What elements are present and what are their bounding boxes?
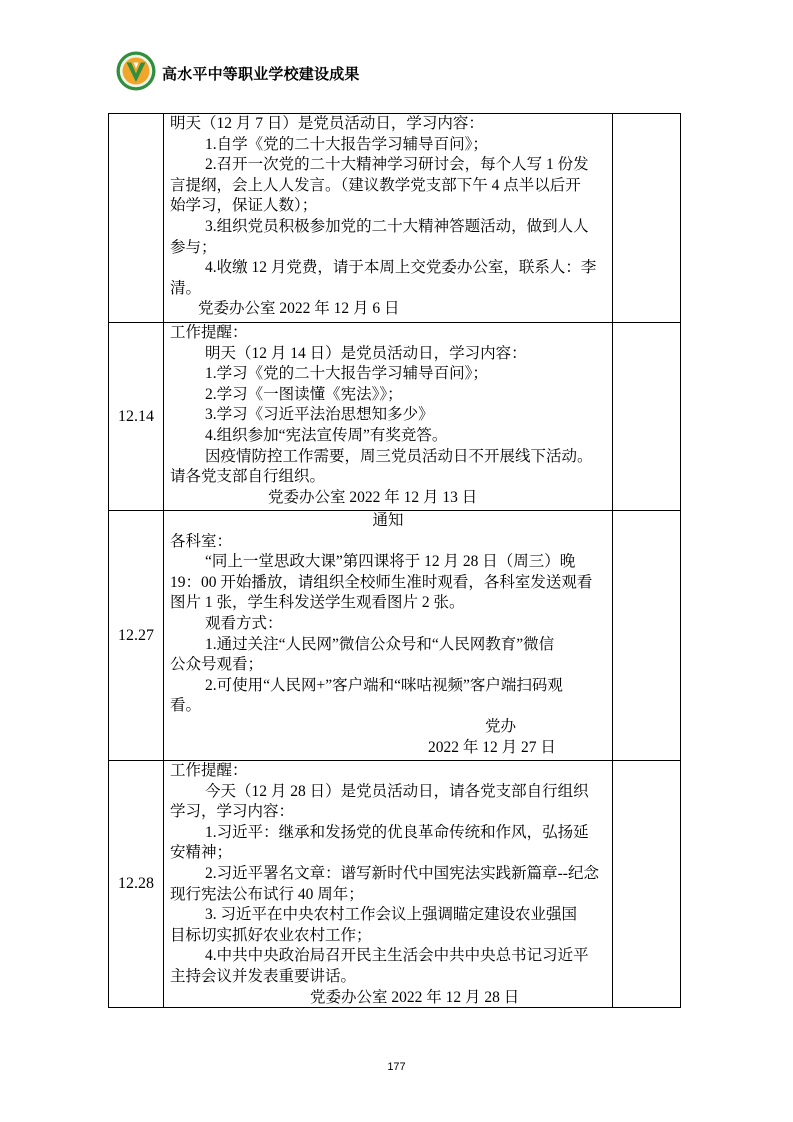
table-row <box>109 323 680 511</box>
list-item: 3.学习《习近平法治思想知多少》 <box>205 406 434 424</box>
list-item: 2.学习《一图读懂《宪法》》； <box>205 385 403 403</box>
list-item: 1.自学《党的二十大报告学习辅导百问》； <box>205 135 488 153</box>
content-line: 因疫情防控工作需要，周三党员活动日不开展线下活动。 <box>205 447 593 465</box>
list-item: 1.通过关注“人民网”微信公众号和“人民网教育”微信 <box>205 635 555 653</box>
content-line: 请各党支部自行组织。 <box>170 468 326 486</box>
reminder-heading: 工作提醒： <box>170 324 248 341</box>
remarks-cell <box>613 761 680 1007</box>
school-logo-icon <box>116 51 156 91</box>
list-item: 2.习近平署名文章：谱写新时代中国宪法实践新篇章--纪念 <box>205 864 599 882</box>
content-line: 观看方式： <box>205 614 283 632</box>
list-item: 1.学习《党的二十大报告学习辅导百问》； <box>205 365 488 383</box>
content-line: 言提纲，会上人人发言。（建议教学党支部下午 4 点半以后开 <box>170 176 581 194</box>
content-line: 今天（12 月 28 日）是党员活动日，请各党支部自行组织 <box>205 782 589 800</box>
list-item: 2.可使用“人民网+”客户端和“咪咕视频”客户端扫码观 <box>205 676 563 694</box>
table-row <box>109 114 680 323</box>
header-title: 高水平中等职业学校建设成果 <box>162 66 360 83</box>
reminder-heading: 工作提醒： <box>170 762 248 779</box>
content-line: 学习，学习内容： <box>170 803 295 821</box>
content-cell <box>164 511 613 760</box>
signature-date: 2022 年 12 月 27 日 <box>428 738 556 756</box>
list-item: 1.习近平：继承和发扬党的优良革命传统和作风，弘扬延 <box>205 823 589 841</box>
content-line: 始学习，保证人数）； <box>170 197 318 215</box>
remarks-cell <box>613 323 680 510</box>
date-cell: 12.28 <box>109 761 164 1007</box>
list-item: 4.收缴 12 月党费，请于本周上交党委办公室，联系人：李 <box>205 259 597 277</box>
content-line: 主持会议并发表重要讲话。 <box>170 967 357 985</box>
remarks-cell <box>613 114 680 322</box>
content-line: 安精神； <box>170 844 233 862</box>
list-item: 4.中共中央政治局召开民主生活会中共中央总书记习近平 <box>205 947 589 965</box>
table-row <box>109 511 680 761</box>
table-row <box>109 761 680 1007</box>
content-line: 清。 <box>170 279 202 297</box>
content-line: 目标切实抓好农业农村工作； <box>170 926 372 944</box>
remarks-cell <box>613 511 680 760</box>
content-line: 公众号观看； <box>170 656 264 674</box>
list-item: 4.组织参加“宪法宣传周”有奖竞答。 <box>205 426 448 444</box>
content-line: 现行宪法公布试行 40 周年； <box>170 885 364 903</box>
signature-line: 党委办公室 2022 年 12 月 13 日 <box>268 488 478 506</box>
signature-line: 党委办公室 2022 年 12 月 28 日 <box>310 988 520 1006</box>
list-item: 2.召开一次党的二十大精神学习研讨会，每个人写 1 份发 <box>205 156 589 174</box>
signature-line: 党办 <box>485 717 517 735</box>
salutation: 各科室： <box>170 532 233 550</box>
content-line: 看。 <box>170 697 202 715</box>
content-line: 明天（12 月 14 日）是党员活动日，学习内容： <box>205 344 527 362</box>
records-table <box>108 113 681 1008</box>
content-line: 图片 1 张，学生科发送学生观看图片 2 张。 <box>170 594 465 612</box>
date-cell <box>109 114 164 322</box>
school-logo-icon <box>116 51 156 91</box>
content-line: 19：00 开始播放，请组织全校师生准时观看，各科室发送观看 <box>170 573 593 591</box>
content-cell <box>164 761 613 1007</box>
date-cell: 12.27 <box>109 511 164 760</box>
signature-line: 党委办公室 2022 年 12 月 6 日 <box>198 300 400 318</box>
date-cell: 12.14 <box>109 323 164 510</box>
content-line: “同上一堂思政大课”第四课将于 12 月 28 日（周三）晚 <box>205 553 576 571</box>
content-cell <box>164 114 613 322</box>
content-line: 明天（12 月 7 日）是党员活动日，学习内容： <box>170 115 484 132</box>
page-number: 177 <box>387 1061 406 1073</box>
list-item: 3.组织党员积极参加党的二十大精神答题活动，做到人人 <box>205 217 589 235</box>
notice-heading: 通知 <box>372 512 404 529</box>
content-line: 参与； <box>170 238 217 256</box>
list-item: 3. 习近平在中央农村工作会议上强调瞄定建设农业强国 <box>205 906 578 924</box>
content-cell <box>164 323 613 510</box>
